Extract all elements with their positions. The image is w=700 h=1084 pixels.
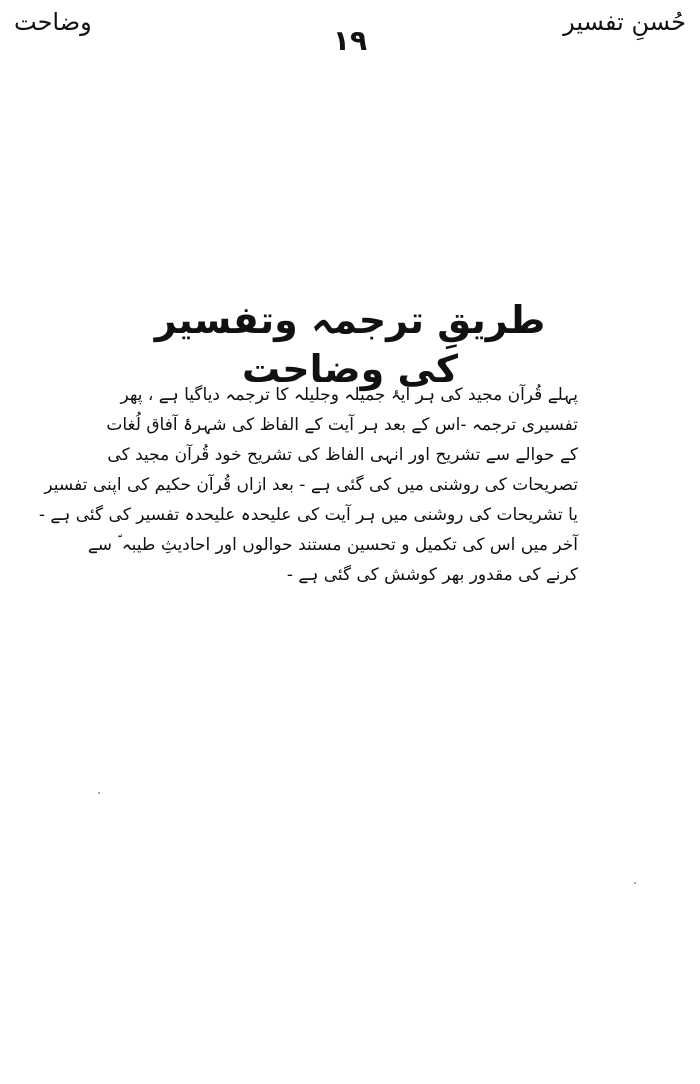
paragraph-line: تصریحات کی روشنی میں کی گئی ہے - بعد ازاں قُرآن حکیم کی اپنی تفسیر: [44, 475, 578, 495]
body-paragraph: [38, 380, 578, 590]
paragraph-line: کے حوالے سے تشریح اور انہی الفاظ کی تشریح خود قُرآن مجید کی: [107, 445, 578, 465]
paragraph-line: تفسیری ترجمہ -اس کے بعد ہر آیت کے الفاظ کی شہرۂ آفاق لُغات: [106, 415, 578, 435]
paragraph-line: یا تشریحات کی روشنی میں ہر آیت کی علیحدہ علیحدہ تفسیر کی گئی ہے -: [38, 505, 578, 525]
running-header-book-title: حُسنِ تفسیر: [563, 8, 686, 36]
paragraph-line: آخر میں اس کی تکمیل و تحسین مستند حوالوں اور احادیثِ طیبہ ؐ سے: [87, 535, 578, 555]
scan-speck: [98, 792, 100, 794]
paragraph-line: کرنے کی مقدور بھر کوشش کی گئی ہے -: [286, 565, 578, 585]
paragraph-line: پہلے قُرآن مجید کی ہر آیۂ جمیلہ وجلیلہ کا ترجمہ دیاگیا ہے ، پھر: [120, 385, 578, 405]
page-number: ۱۹: [332, 24, 368, 57]
running-header-section-title: وضاحت: [14, 8, 92, 36]
chapter-title: طریقِ ترجمہ وتفسیر کی وضاحت: [154, 298, 546, 392]
scan-speck: [634, 882, 636, 884]
